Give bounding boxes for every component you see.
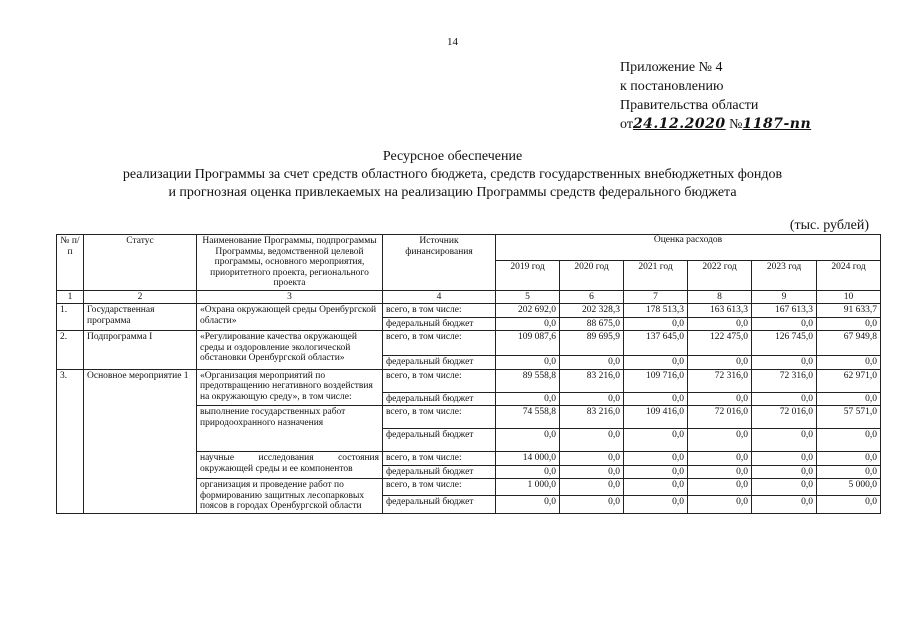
value-cell: 0,0 — [817, 356, 881, 370]
column-number: 10 — [817, 290, 881, 304]
value-cell: 83 216,0 — [560, 369, 624, 392]
value-cell: 0,0 — [688, 496, 752, 513]
number-prefix: № — [729, 117, 743, 132]
appendix-block — [620, 58, 811, 134]
value-cell: 0,0 — [624, 392, 688, 406]
subactivity-name: научные исследования состояния окружающей среды и ее компонентов — [197, 452, 383, 479]
value-cell: 72 016,0 — [752, 406, 817, 429]
row-num: 2. — [57, 331, 84, 370]
resource-table — [56, 234, 881, 514]
value-cell: 0,0 — [752, 465, 817, 479]
value-cell: 89 558,8 — [496, 369, 560, 392]
column-number: 2 — [84, 290, 197, 304]
value-cell: 122 475,0 — [688, 331, 752, 356]
source-total: всего, в том числе: — [383, 304, 496, 318]
value-cell: 72 316,0 — [752, 369, 817, 392]
value-cell: 0,0 — [752, 452, 817, 466]
row-num: 3. — [57, 369, 84, 513]
header-year: 2024 год — [817, 260, 881, 290]
value-cell: 0,0 — [560, 392, 624, 406]
value-cell: 0,0 — [496, 496, 560, 513]
appendix-line-3: Правительства области — [620, 98, 759, 113]
column-number: 4 — [383, 290, 496, 304]
header-year: 2022 год — [688, 260, 752, 290]
value-cell: 67 949,8 — [817, 331, 881, 356]
value-cell: 126 745,0 — [752, 331, 817, 356]
value-cell: 109 716,0 — [624, 369, 688, 392]
value-cell: 91 633,7 — [817, 304, 881, 318]
header-num: № п/п — [57, 235, 84, 291]
source-federal: федеральный бюджет — [383, 429, 496, 452]
row-status: Основное мероприятие 1 — [84, 369, 197, 513]
value-cell: 0,0 — [688, 429, 752, 452]
value-cell: 0,0 — [496, 317, 560, 331]
value-cell: 72 016,0 — [688, 406, 752, 429]
subactivity-name: организация и проведение работ по формированию защитных лесопарковых поясов в городах Оренбургской области — [197, 479, 383, 514]
value-cell: 0,0 — [688, 465, 752, 479]
value-cell: 0,0 — [496, 465, 560, 479]
page-number: 14 — [447, 36, 458, 48]
value-cell: 0,0 — [496, 356, 560, 370]
handwritten-date: 24.12.2020 — [632, 116, 726, 132]
value-cell: 202 328,3 — [560, 304, 624, 318]
value-cell: 0,0 — [560, 356, 624, 370]
column-number: 9 — [752, 290, 817, 304]
column-number: 6 — [560, 290, 624, 304]
value-cell: 0,0 — [817, 392, 881, 406]
header-source: Источник финансирования — [383, 235, 496, 291]
value-cell: 1 000,0 — [496, 479, 560, 496]
table-row — [57, 369, 881, 392]
row-name: «Регулирование качества окружающей среды и оздоровление экологической обстановки Оренбургской области» — [197, 331, 383, 370]
source-federal: федеральный бюджет — [383, 496, 496, 513]
value-cell: 163 613,3 — [688, 304, 752, 318]
value-cell: 0,0 — [688, 392, 752, 406]
value-cell: 62 971,0 — [817, 369, 881, 392]
subactivity-name: выполнение государственных работ природоохранного назначения — [197, 406, 383, 452]
title-line-3: и прогнозная оценка привлекаемых на реализацию Программы средств федерального бюджета — [168, 185, 737, 200]
value-cell: 178 513,3 — [624, 304, 688, 318]
column-number: 3 — [197, 290, 383, 304]
value-cell: 0,0 — [752, 429, 817, 452]
source-total: всего, в том числе: — [383, 406, 496, 429]
value-cell: 89 695,9 — [560, 331, 624, 356]
value-cell: 0,0 — [624, 356, 688, 370]
value-cell: 0,0 — [688, 356, 752, 370]
header-year: 2020 год — [560, 260, 624, 290]
value-cell: 0,0 — [817, 496, 881, 513]
header-status: Статус — [84, 235, 197, 291]
value-cell: 0,0 — [560, 465, 624, 479]
value-cell: 0,0 — [752, 317, 817, 331]
value-cell: 0,0 — [624, 317, 688, 331]
value-cell: 72 316,0 — [688, 369, 752, 392]
header-row-1 — [57, 235, 881, 261]
value-cell: 0,0 — [817, 429, 881, 452]
value-cell: 0,0 — [817, 317, 881, 331]
appendix-line-2: к постановлению — [620, 79, 724, 94]
table-row — [57, 304, 881, 318]
appendix-date-line — [620, 115, 811, 134]
table-row — [57, 331, 881, 356]
value-cell: 0,0 — [624, 465, 688, 479]
source-federal: федеральный бюджет — [383, 465, 496, 479]
source-total: всего, в том числе: — [383, 331, 496, 356]
value-cell: 0,0 — [752, 392, 817, 406]
date-prefix: от — [620, 117, 633, 132]
value-cell: 137 645,0 — [624, 331, 688, 356]
value-cell: 0,0 — [560, 429, 624, 452]
source-total: всего, в том числе: — [383, 452, 496, 466]
header-year: 2019 год — [496, 260, 560, 290]
value-cell: 0,0 — [624, 479, 688, 496]
header-name: Наименование Программы, подпрограммы Программы, ведомственной целевой программы, основного мероприятия, приоритетного проекта, регионального проекта — [197, 235, 383, 291]
column-number: 8 — [688, 290, 752, 304]
value-cell: 0,0 — [496, 392, 560, 406]
value-cell: 57 571,0 — [817, 406, 881, 429]
value-cell: 202 692,0 — [496, 304, 560, 318]
column-number: 7 — [624, 290, 688, 304]
value-cell: 0,0 — [688, 317, 752, 331]
value-cell: 14 000,0 — [496, 452, 560, 466]
title-line-1: Ресурсное обеспечение — [382, 149, 523, 164]
units-label: (тыс. рублей) — [789, 218, 869, 233]
title-line-2: реализации Программы за счет средств областного бюджета, средств государственных внебюджетных фондов — [122, 167, 783, 182]
value-cell: 0,0 — [560, 452, 624, 466]
source-total: всего, в том числе: — [383, 479, 496, 496]
value-cell: 0,0 — [624, 452, 688, 466]
value-cell: 0,0 — [688, 479, 752, 496]
value-cell: 0,0 — [624, 496, 688, 513]
row-num: 1. — [57, 304, 84, 331]
value-cell: 0,0 — [752, 356, 817, 370]
value-cell: 88 675,0 — [560, 317, 624, 331]
value-cell: 0,0 — [560, 479, 624, 496]
column-number-row — [57, 290, 881, 304]
value-cell: 0,0 — [496, 429, 560, 452]
handwritten-number: 1187-пп — [742, 116, 812, 132]
row-status: Подпрограмма I — [84, 331, 197, 370]
value-cell: 0,0 — [624, 429, 688, 452]
value-cell: 0,0 — [560, 496, 624, 513]
value-cell: 74 558,8 — [496, 406, 560, 429]
value-cell: 0,0 — [817, 452, 881, 466]
document-title — [0, 148, 905, 202]
source-federal: федеральный бюджет — [383, 356, 496, 370]
value-cell: 0,0 — [752, 479, 817, 496]
appendix-line-1: Приложение № 4 — [620, 60, 723, 75]
column-number: 5 — [496, 290, 560, 304]
value-cell: 0,0 — [688, 452, 752, 466]
header-estimate: Оценка расходов — [496, 235, 881, 261]
value-cell: 109 416,0 — [624, 406, 688, 429]
row-status: Государственная программа — [84, 304, 197, 331]
value-cell: 0,0 — [752, 496, 817, 513]
value-cell: 83 216,0 — [560, 406, 624, 429]
source-total: всего, в том числе: — [383, 369, 496, 392]
value-cell: 167 613,3 — [752, 304, 817, 318]
header-year: 2021 год — [624, 260, 688, 290]
header-year: 2023 год — [752, 260, 817, 290]
source-federal: федеральный бюджет — [383, 317, 496, 331]
source-federal: федеральный бюджет — [383, 392, 496, 406]
value-cell: 5 000,0 — [817, 479, 881, 496]
row-name: «Охрана окружающей среды Оренбургской области» — [197, 304, 383, 331]
column-number: 1 — [57, 290, 84, 304]
row-name: «Организация мероприятий по предотвращению негативного воздействия на окружающую среду», в том числе: — [197, 369, 383, 406]
value-cell: 109 087,6 — [496, 331, 560, 356]
value-cell: 0,0 — [817, 465, 881, 479]
